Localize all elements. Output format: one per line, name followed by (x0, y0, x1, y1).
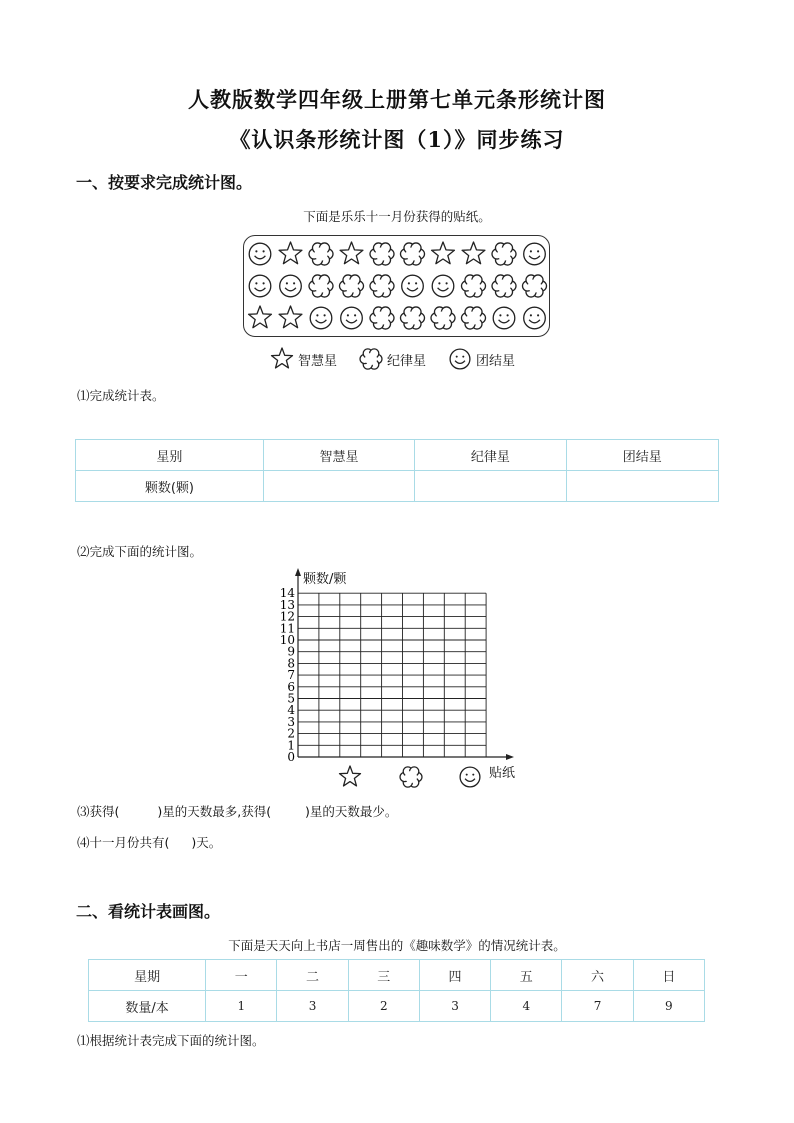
table-row (76, 471, 719, 502)
y-tick-label: 10 (279, 633, 295, 647)
q3-text-1: ⑶获得( (77, 804, 120, 819)
flower-icon (401, 243, 425, 265)
y-tick-label: 9 (287, 644, 295, 659)
table-cell: 数量/本 (89, 991, 206, 1022)
table-cell: 星别 (76, 440, 264, 471)
q3-text-3: )星的天数最少。 (297, 804, 398, 819)
answer-cell-smiley[interactable] (566, 471, 718, 502)
question-4 (77, 833, 221, 851)
legend-item-smiley (448, 347, 515, 371)
star-icon (279, 306, 302, 328)
table-cell: 纪律星 (415, 440, 566, 471)
y-tick-label: 3 (287, 714, 295, 729)
flower-icon (370, 307, 394, 329)
y-tick-label: 14 (279, 586, 295, 601)
flower-icon (340, 275, 364, 297)
section-1-heading: 一、按要求完成统计图。 (76, 173, 253, 192)
legend-item-star (270, 347, 337, 371)
flower-icon (401, 307, 425, 329)
y-tick-label: 1 (287, 738, 295, 753)
question-1: ⑴完成统计表。 (77, 388, 165, 403)
y-tick-label: 2 (287, 726, 295, 741)
table-cell: 三 (348, 960, 419, 991)
table-cell: 团结星 (566, 440, 718, 471)
chart-ylabel: 颗数/颗 (303, 572, 347, 587)
sticker-legend (270, 347, 515, 371)
table-cell: 日 (633, 960, 704, 991)
table-header-row (89, 960, 705, 991)
smiley-icon (493, 307, 515, 329)
section-2-heading: 二、看统计表画图。 (76, 902, 221, 921)
star-count-table (75, 439, 719, 502)
table-cell: 2 (348, 991, 419, 1022)
flower-icon (492, 275, 516, 297)
legend-item-flower (359, 347, 426, 371)
question-2: ⑵完成下面的统计图。 (77, 544, 203, 559)
sticker-box (243, 235, 550, 337)
q3-text-2: )星的天数最多,获得( (149, 804, 272, 819)
flower-icon (462, 275, 486, 297)
table-cell: 一 (206, 960, 277, 991)
star-icon (340, 766, 361, 786)
title-line-1: 人教版数学四年级上册第七单元条形统计图 (188, 87, 606, 112)
smiley-icon (432, 275, 454, 297)
smiley-icon (249, 243, 271, 265)
title-line-2: 《认识条形统计图（1）》同步练习 (229, 127, 565, 152)
flower-icon (309, 275, 333, 297)
smiley-icon (524, 307, 546, 329)
legend-label-flower: 纪律星 (387, 353, 427, 369)
table-cell: 六 (562, 960, 633, 991)
flower-icon (431, 307, 455, 329)
star-icon (432, 242, 455, 264)
flower-icon (370, 275, 394, 297)
star-icon (462, 242, 485, 264)
y-tick-label: 12 (279, 609, 295, 624)
table-cell: 智慧星 (263, 440, 414, 471)
table-cell: 7 (562, 991, 633, 1022)
y-tick-label: 8 (287, 656, 295, 671)
star-icon (279, 242, 302, 264)
star-icon (249, 306, 272, 328)
book-sales-table (88, 959, 705, 1022)
smiley-icon (448, 347, 472, 371)
y-tick-label: 0 (287, 750, 295, 764)
sticker-grid (244, 236, 548, 335)
y-tick-label: 13 (279, 597, 295, 612)
table-cell: 9 (633, 991, 704, 1022)
legend-label-star: 智慧星 (298, 353, 338, 369)
table-cell: 五 (491, 960, 562, 991)
y-tick-label: 4 (287, 703, 295, 718)
answer-cell-flower[interactable] (415, 471, 566, 502)
flower-icon (492, 243, 516, 265)
table-cell: 星期 (89, 960, 206, 991)
table-cell: 四 (419, 960, 490, 991)
blank-bar-chart[interactable] (270, 565, 530, 795)
y-tick-label: 5 (287, 691, 295, 706)
flower-icon (400, 767, 422, 787)
flower-icon (359, 347, 383, 371)
table-cell: 颗数(颗) (76, 471, 264, 502)
table-cell: 1 (206, 991, 277, 1022)
flower-icon (523, 275, 547, 297)
answer-cell-star[interactable] (263, 471, 414, 502)
smiley-icon (310, 307, 332, 329)
x-axis-arrow (506, 754, 514, 760)
smiley-icon (341, 307, 363, 329)
y-tick-label: 11 (279, 621, 295, 636)
smiley-icon (249, 275, 271, 297)
table-cell: 二 (277, 960, 348, 991)
smiley-icon (524, 243, 546, 265)
star-icon (340, 242, 363, 264)
question-3 (77, 802, 397, 820)
y-tick-label: 7 (287, 668, 295, 683)
table-header-row (76, 440, 719, 471)
flower-icon (370, 243, 394, 265)
flower-icon (462, 307, 486, 329)
bookstore-caption: 下面是天天向上书店一周售出的《趣味数学》的情况统计表。 (228, 938, 566, 953)
chart-xlabel: 贴纸 (489, 766, 516, 781)
q4-text-1: ⑷十一月份共有( (77, 835, 170, 850)
star-icon (270, 347, 294, 371)
table-cell: 4 (491, 991, 562, 1022)
table-cell: 3 (277, 991, 348, 1022)
table-row (89, 991, 705, 1022)
q4-text-2: )天。 (183, 835, 222, 850)
section-2-question-1: ⑴根据统计表完成下面的统计图。 (77, 1033, 265, 1048)
smiley-icon (460, 767, 480, 787)
legend-label-smiley: 团结星 (476, 353, 516, 369)
sticker-caption: 下面是乐乐十一月份获得的贴纸。 (303, 209, 491, 224)
table-cell: 3 (419, 991, 490, 1022)
y-tick-label: 6 (287, 679, 295, 694)
flower-icon (309, 243, 333, 265)
y-axis-arrow (295, 568, 301, 576)
smiley-icon (280, 275, 302, 297)
smiley-icon (402, 275, 424, 297)
chart-grid (298, 593, 486, 757)
